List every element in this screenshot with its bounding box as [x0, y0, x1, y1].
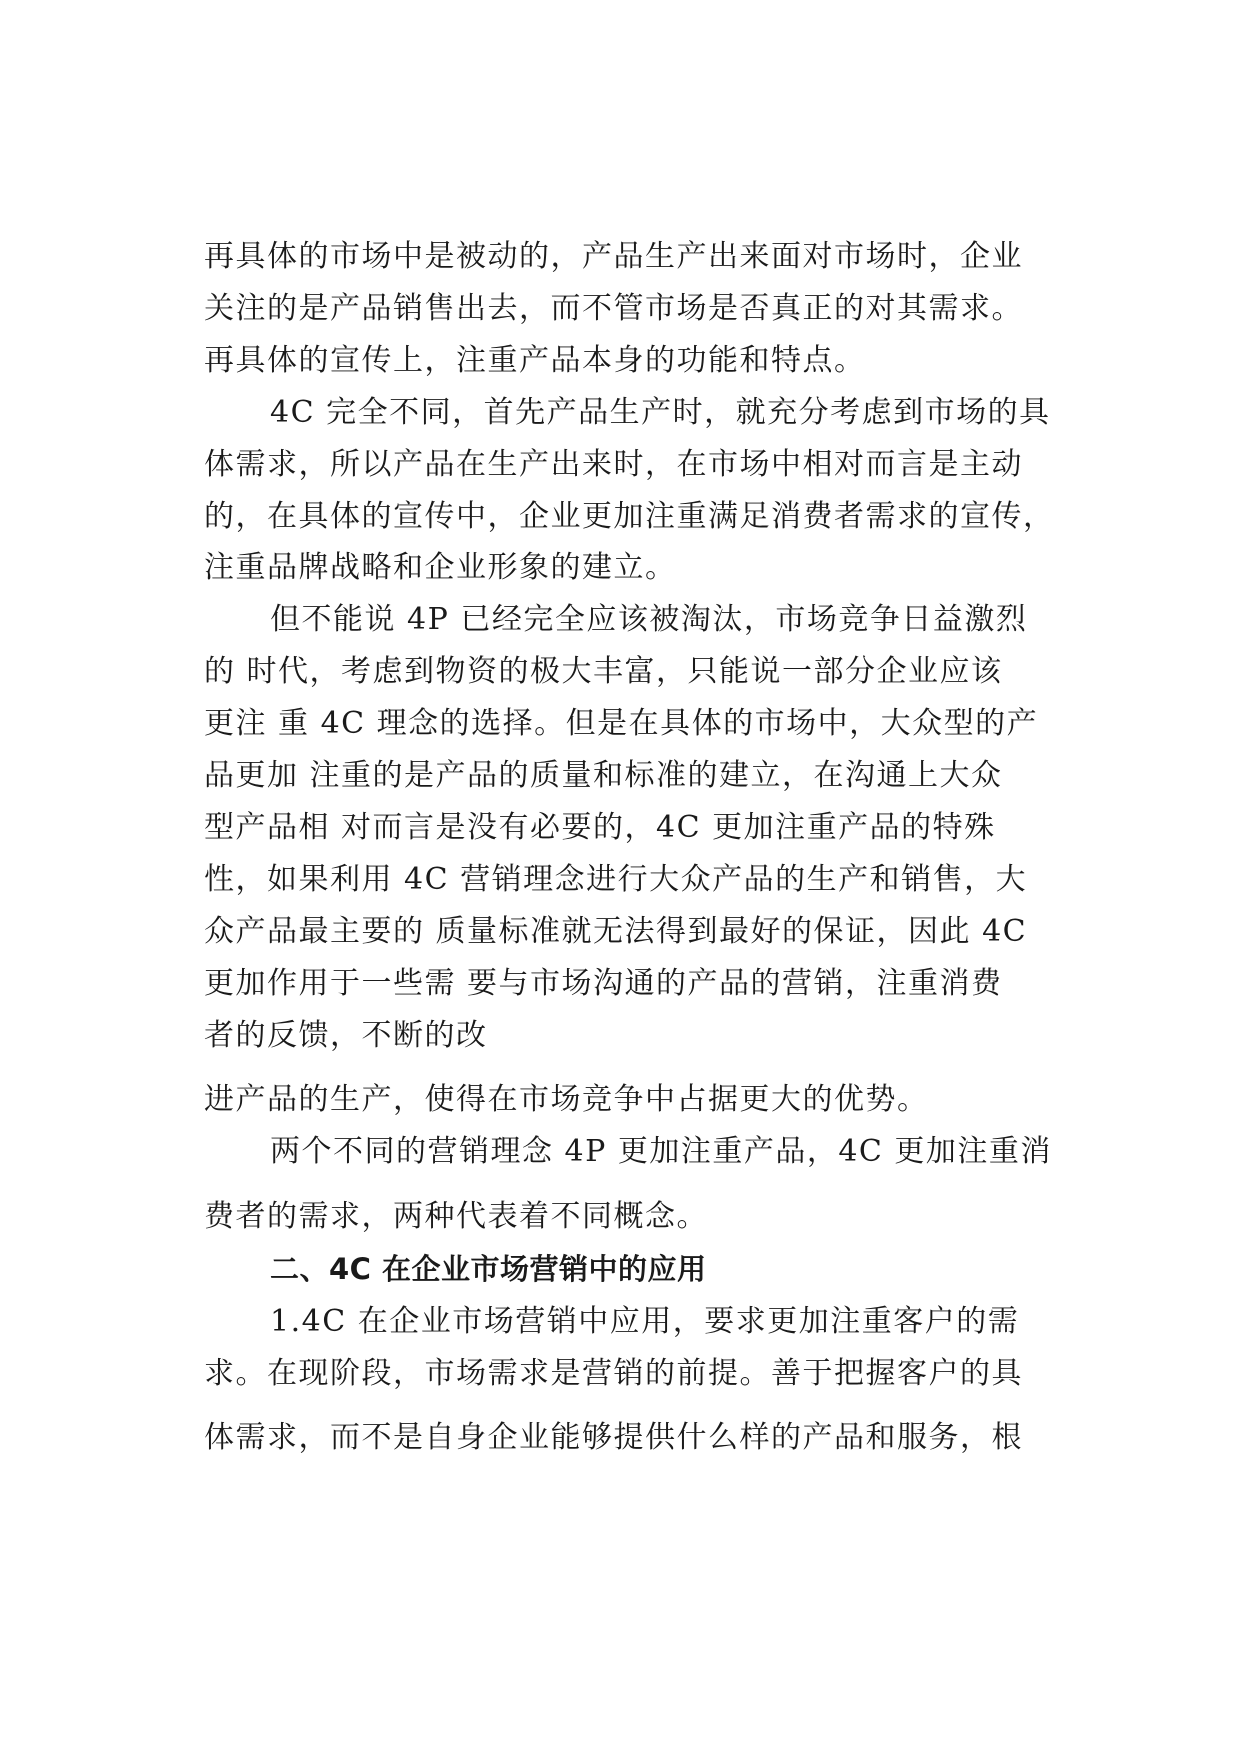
- text-line-7: 注重品牌战略和企业形象的建立。: [204, 550, 677, 585]
- text-line-2: 关注的是产品销售出去，而不管市场是否真正的对其需求。: [204, 291, 1023, 326]
- text-line-17: 进产品的生产，使得在市场竞争中占据更大的优势。: [204, 1082, 929, 1117]
- text-line-6: 的，在具体的宣传中，企业更加注重满足消费者需求的宣传，: [204, 499, 1055, 534]
- text-line-14: 众产品最主要的 质量标准就无法得到最好的保证，因此 4C: [204, 914, 1028, 949]
- text-line-5: 体需求，所以产品在生产出来时，在市场中相对而言是主动: [204, 447, 1023, 482]
- text-line-22: 求。在现阶段，市场需求是营销的前提。善于把握客户的具: [204, 1356, 1023, 1391]
- text-line-18: 两个不同的营销理念 4P 更加注重产品，4C 更加注重消: [270, 1134, 1052, 1169]
- text-line-16: 者的反馈，不断的改: [204, 1018, 488, 1053]
- text-line-12: 型产品相 对而言是没有必要的，4C 更加注重产品的特殊: [204, 810, 996, 845]
- text-line-23: 体需求，而不是自身企业能够提供什么样的产品和服务，根: [204, 1420, 1023, 1455]
- text-line-1: 再具体的市场中是被动的，产品生产出来面对市场时，企业: [204, 239, 1023, 274]
- text-line-21: 1.4C 在企业市场营销中应用，要求更加注重客户的需: [270, 1304, 1020, 1339]
- text-line-3: 再具体的宣传上，注重产品本身的功能和特点。: [204, 343, 866, 378]
- text-line-8: 但不能说 4P 已经完全应该被淘汰，市场竞争日益激烈: [270, 602, 1028, 637]
- section-heading: 二、4C 在企业市场营销中的应用: [270, 1252, 707, 1286]
- text-line-19: 费者的需求，两种代表着不同概念。: [204, 1199, 708, 1234]
- text-line-4: 4C 完全不同，首先产品生产时，就充分考虑到市场的具: [270, 395, 1051, 430]
- text-line-11: 品更加 注重的是产品的质量和标准的建立，在沟通上大众: [204, 758, 1003, 793]
- text-line-15: 更加作用于一些需 要与市场沟通的产品的营销，注重消费: [204, 966, 1003, 1001]
- text-line-13: 性，如果利用 4C 营销理念进行大众产品的生产和销售，大: [204, 862, 1028, 897]
- text-line-9: 的 时代，考虑到物资的极大丰富，只能说一部分企业应该: [204, 654, 1003, 689]
- text-line-10: 更注 重 4C 理念的选择。但是在具体的市场中，大众型的产: [204, 706, 1039, 741]
